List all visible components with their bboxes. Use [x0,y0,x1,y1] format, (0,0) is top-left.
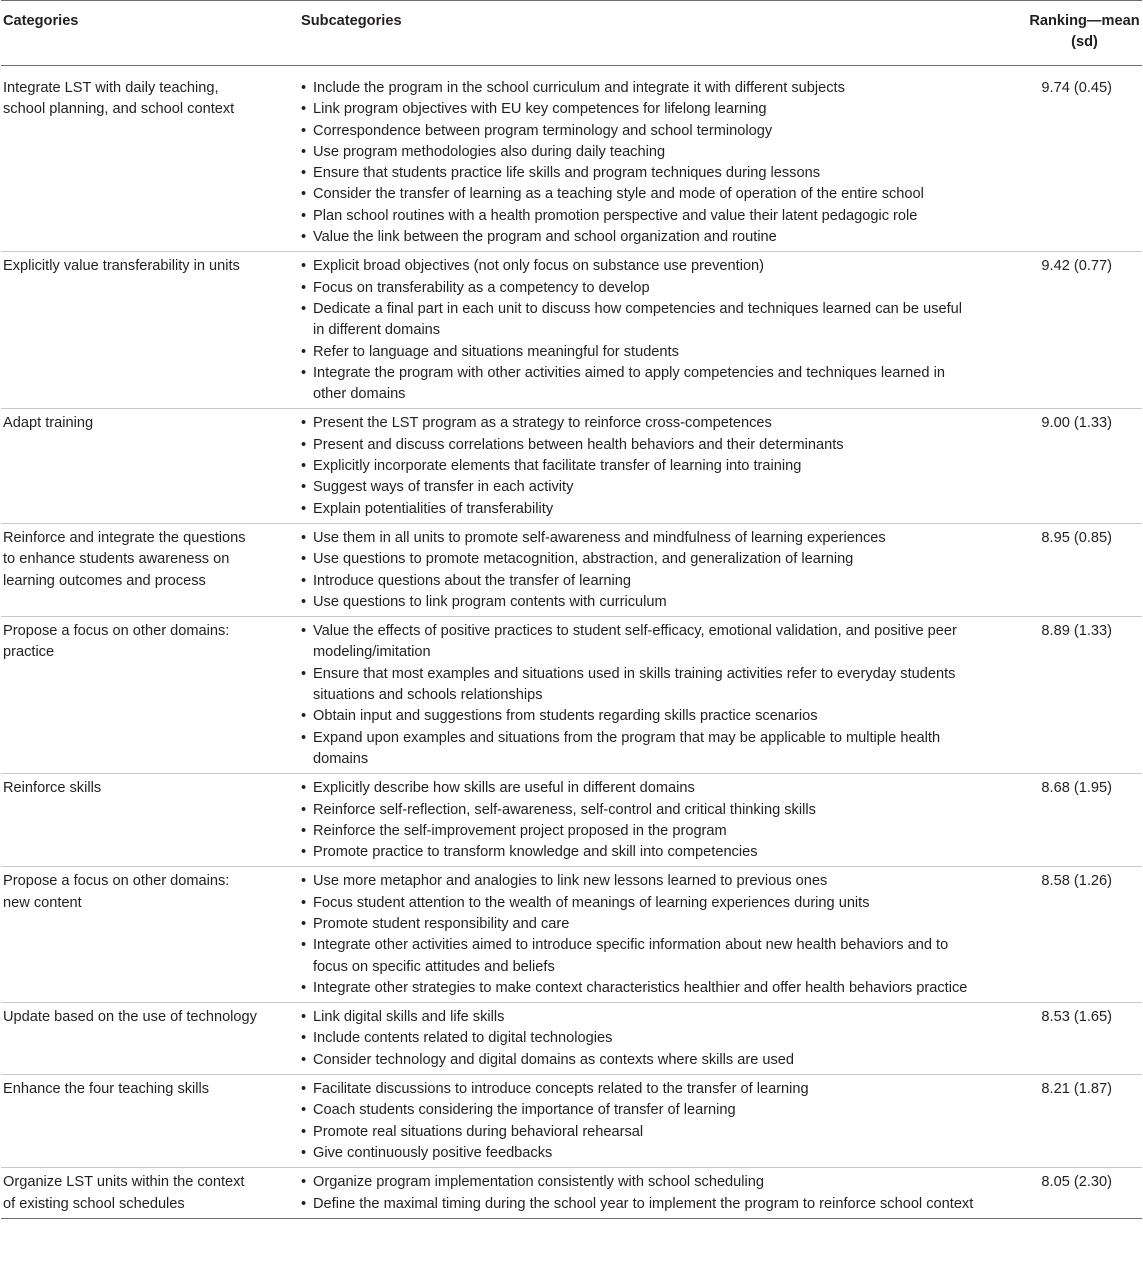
bullet-icon: • [301,623,307,640]
bullet-icon: • [301,937,307,954]
subcategory-text: Explicitly incorporate elements that facilitate transfer of learning into training [313,458,802,475]
subcategory-text: Organize program implementation consistently with school scheduling [313,1174,765,1191]
subcategory-list [301,1007,975,1071]
bullet-icon: • [301,458,307,475]
subcategory-text: Present and discuss correlations between health behaviors and their determinants [313,436,844,453]
subcategory-item [301,871,975,892]
category-cell: Enhance the four teaching skills [3,1081,210,1098]
bullet-icon: • [301,1102,307,1119]
table-row [1,66,1142,252]
bullet-icon: • [301,165,307,182]
subcategory-text: Focus on transferability as a competency to develop [313,279,650,296]
category-cell: Explicitly value transferability in units [3,258,240,275]
subcategory-item [301,1028,975,1049]
subcategory-text: Integrate other strategies to make context characteristics healthier and offer health behaviors practice [313,979,968,996]
subcategory-item [301,278,975,299]
header-ranking-line2: (sd) [1071,34,1098,50]
subcategory-list [301,778,975,863]
subcategory-item [301,935,975,978]
subcategory-item [301,728,975,771]
subcategory-item [301,1050,975,1071]
bullet-icon: • [301,279,307,296]
subcategory-text: Use questions to link program contents with curriculum [313,593,667,610]
bullet-icon: • [301,873,307,890]
category-cell: Organize LST units within the context of existing school schedules [3,1174,245,1212]
ranking-cell: 8.95 (0.85) [1041,529,1112,546]
subcategory-text: Explicit broad objectives (not only focus on substance use prevention) [313,258,765,275]
subcategory-item [301,363,975,406]
subcategory-list [301,413,975,519]
subcategory-text: Include contents related to digital technologies [313,1030,613,1047]
subcategory-text: Dedicate a final part in each unit to discuss how competencies and techniques learned can be useful in different domains [313,300,963,339]
subcategory-item [301,456,975,477]
category-cell: Adapt training [3,415,94,432]
table-body [1,66,1142,1219]
subcategory-item [301,184,975,205]
subcategory-item [301,1122,975,1143]
subcategory-item [301,1100,975,1121]
subcategory-item [301,78,975,99]
subcategory-item [301,413,975,434]
subcategory-text: Ensure that students practice life skills and program techniques during lessons [313,165,820,182]
bullet-icon: • [301,436,307,453]
subcategory-text: Obtain input and suggestions from students regarding skills practice scenarios [313,708,818,725]
subcategory-text: Value the link between the program and school organization and routine [313,229,777,246]
bullet-icon: • [301,822,307,839]
subcategory-item [301,142,975,163]
subcategory-item [301,528,975,549]
bullet-icon: • [301,844,307,861]
subcategory-text: Include the program in the school curriculum and integrate it with different subjects [313,80,845,96]
header-ranking-line1: Ranking—mean [1029,13,1140,29]
subcategory-item [301,1194,975,1215]
subcategory-item [301,206,975,227]
category-cell: Propose a focus on other domains: new content [3,873,230,911]
subcategory-item [301,1143,975,1164]
subcategory-text: Use them in all units to promote self-awareness and mindfulness of learning experiences [313,529,886,546]
subcategory-text: Reinforce the self-improvement project proposed in the program [313,822,727,839]
subcategory-item [301,800,975,821]
subcategory-text: Introduce questions about the transfer of learning [313,572,632,589]
subcategory-item [301,499,975,520]
bullet-icon: • [301,122,307,139]
bullet-icon: • [301,343,307,360]
bullet-icon: • [301,415,307,432]
subcategories-cell [297,409,987,523]
subcategory-item [301,978,975,999]
subcategory-text: Link digital skills and life skills [313,1009,505,1026]
table-row [1,1075,1142,1168]
bullet-icon: • [301,665,307,682]
subcategory-text: Promote real situations during behavioral rehearsal [313,1123,644,1140]
table-row [1,867,1142,1003]
bullet-icon: • [301,500,307,517]
subcategory-text: Plan school routines with a health promotion perspective and value their latent pedagogic role [313,207,918,224]
categories-table [1,0,1142,1219]
subcategories-cell [297,774,987,867]
table-row [1,523,1142,616]
subcategory-text: Coach students considering the importance of transfer of learning [313,1102,736,1119]
subcategory-text: Explain potentialities of transferability [313,500,554,517]
subcategory-text: Focus student attention to the wealth of meanings of learning experiences during units [313,894,870,911]
subcategories-cell [297,66,987,252]
subcategory-text: Give continuously positive feedbacks [313,1144,553,1161]
bullet-icon: • [301,186,307,203]
subcategories-cell [297,523,987,616]
subcategories-cell [297,1075,987,1168]
subcategory-item [301,842,975,863]
bullet-icon: • [301,80,307,96]
bullet-icon: • [301,1051,307,1068]
category-cell: Integrate LST with daily teaching, school planning, and school context [3,80,235,118]
subcategory-list [301,528,975,613]
subcategory-text: Facilitate discussions to introduce concepts related to the transfer of learning [313,1081,809,1098]
subcategories-cell [297,1168,987,1219]
subcategories-cell [297,1003,987,1075]
subcategory-text: Use program methodologies also during daily teaching [313,143,666,160]
bullet-icon: • [301,729,307,746]
subcategories-cell [297,867,987,1003]
subcategory-text: Consider technology and digital domains as contexts where skills are used [313,1051,795,1068]
subcategory-text: Value the effects of positive practices to student self-efficacy, emotional validation, and positive peer modeling/imitation [313,623,957,661]
bullet-icon: • [301,1009,307,1026]
subcategory-item [301,256,975,277]
bullet-icon: • [301,593,307,610]
table-row [1,409,1142,523]
bullet-icon: • [301,708,307,725]
bullet-icon: • [301,101,307,118]
subcategory-list [301,78,975,248]
subcategory-text: Use questions to promote metacognition, abstraction, and generalization of learning [313,551,854,568]
subcategory-item [301,706,975,727]
subcategory-item [301,227,975,248]
subcategory-item [301,99,975,120]
subcategory-text: Promote practice to transform knowledge and skill into competencies [313,844,758,861]
subcategory-text: Link program objectives with EU key competences for lifelong learning [313,101,767,118]
ranking-cell: 8.53 (1.65) [1041,1009,1112,1026]
subcategory-list [301,1079,975,1164]
subcategory-item [301,477,975,498]
bullet-icon: • [301,801,307,818]
subcategory-item [301,821,975,842]
subcategory-text: Present the LST program as a strategy to reinforce cross-competences [313,415,772,432]
ranking-cell: 9.74 (0.45) [1041,80,1112,96]
table-row [1,774,1142,867]
subcategory-item [301,342,975,363]
bullet-icon: • [301,1195,307,1212]
subcategory-item [301,893,975,914]
ranking-cell: 8.05 (2.30) [1041,1174,1112,1191]
bullet-icon: • [301,364,307,381]
ranking-cell: 9.00 (1.33) [1041,415,1112,432]
subcategory-text: Promote student responsibility and care [313,915,570,932]
subcategory-list [301,621,975,770]
category-cell: Reinforce and integrate the questions to enhance students awareness on learning outcomes and process [3,529,246,589]
subcategories-cell [297,617,987,774]
subcategory-item [301,1172,975,1193]
subcategory-list [301,1172,975,1215]
ranking-cell: 8.89 (1.33) [1041,623,1112,640]
ranking-cell: 9.42 (0.77) [1041,258,1112,275]
table-row [1,1168,1142,1219]
subcategories-cell [297,252,987,409]
header-ranking [987,1,1142,66]
subcategory-item [301,549,975,570]
subcategory-text: Define the maximal timing during the school year to implement the program to reinforce school context [313,1195,974,1212]
subcategory-item [301,621,975,664]
header-subcategories: Subcategories [301,13,402,29]
subcategory-item [301,664,975,707]
table-header-row [1,1,1142,66]
subcategory-text: Ensure that most examples and situations used in skills training activities refer to everyday students situations and schools relationships [313,665,956,704]
subcategory-item [301,1079,975,1100]
subcategory-list [301,256,975,405]
subcategory-list [301,871,975,999]
subcategory-item [301,571,975,592]
subcategory-item [301,914,975,935]
subcategory-item [301,121,975,142]
bullet-icon: • [301,207,307,224]
bullet-icon: • [301,1174,307,1191]
bullet-icon: • [301,1030,307,1047]
subcategory-item [301,299,975,342]
bullet-icon: • [301,979,307,996]
subcategory-text: Correspondence between program terminology and school terminology [313,122,773,139]
subcategory-item [301,592,975,613]
bullet-icon: • [301,1144,307,1161]
bullet-icon: • [301,894,307,911]
subcategory-text: Explicitly describe how skills are useful in different domains [313,780,695,797]
ranking-cell: 8.58 (1.26) [1041,873,1112,890]
bullet-icon: • [301,780,307,797]
bullet-icon: • [301,258,307,275]
category-cell: Reinforce skills [3,780,102,797]
subcategory-text: Expand upon examples and situations from the program that may be applicable to multiple health domains [313,729,941,767]
bullet-icon: • [301,143,307,160]
bullet-icon: • [301,300,307,317]
category-cell: Update based on the use of technology [3,1009,257,1026]
ranking-cell: 8.68 (1.95) [1041,780,1112,797]
subcategory-item [301,1007,975,1028]
subcategory-text: Reinforce self-reflection, self-awareness, self-control and critical thinking skills [313,801,816,818]
subcategory-item [301,778,975,799]
bullet-icon: • [301,1123,307,1140]
table-row [1,1003,1142,1075]
table-row [1,252,1142,409]
ranking-cell: 8.21 (1.87) [1041,1081,1112,1098]
subcategory-item [301,435,975,456]
bullet-icon: • [301,551,307,568]
bullet-icon: • [301,529,307,546]
bullet-icon: • [301,229,307,246]
subcategory-text: Use more metaphor and analogies to link new lessons learned to previous ones [313,873,828,890]
bullet-icon: • [301,915,307,932]
subcategory-text: Refer to language and situations meaningful for students [313,343,679,360]
header-categories: Categories [3,13,79,29]
subcategory-text: Integrate other activities aimed to introduce specific information about new health behaviors and to focus on specific attitudes and beliefs [313,937,949,975]
bullet-icon: • [301,479,307,496]
bullet-icon: • [301,1081,307,1098]
bullet-icon: • [301,572,307,589]
subcategory-text: Suggest ways of transfer in each activity [313,479,574,496]
subcategory-text: Integrate the program with other activities aimed to apply competencies and techniques learned in other domains [313,364,945,403]
category-cell: Propose a focus on other domains: practice [3,623,230,661]
subcategory-text: Consider the transfer of learning as a teaching style and mode of operation of the entire school [313,186,924,203]
subcategory-item [301,163,975,184]
table-row [1,617,1142,774]
